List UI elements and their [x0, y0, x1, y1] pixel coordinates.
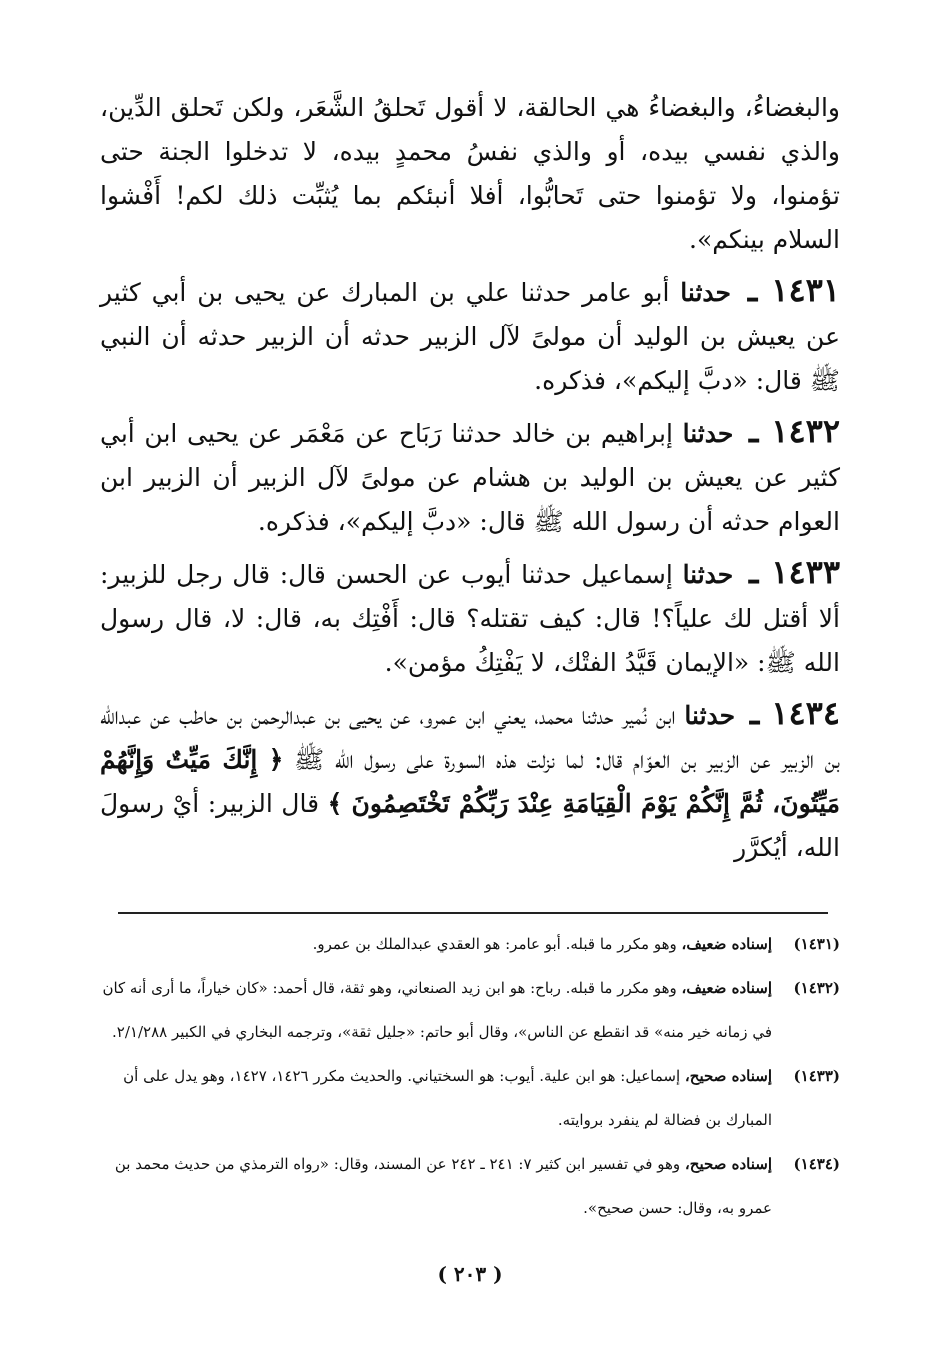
hadith-tail: قال الزبير: أيْ رسولَ الله، أيُكرَّر [100, 789, 840, 862]
main-text [100, 86, 840, 876]
hadith-text: إبراهيم بن خالد حدثنا رَبَاح عن مَعْمَر عن يحيى ابن أبي كثير عن يعيش بن الوليد بن هشام عن مولىً لآل الزبير أن الزبير ابن العوام حدثه أن رسول الله ﷺ قال: «دبَّ إليكم»، فذكره. [100, 419, 840, 536]
footnote-body [100, 966, 772, 1054]
quran-verse: ﴿ إِنَّكَ مَيِّتٌ وَإِنَّهُمْ مَيِّتُونَ، ثُمَّ إِنَّكُمْ يَوْمَ الْقِيَامَةِ عِنْدَ رَبِّكُمْ تَخْتَصِمُونَ ﴾ [100, 745, 840, 818]
footnote-grade: إسناده ضعيف، [681, 935, 772, 953]
hadith-1432 [100, 409, 840, 544]
footnote-number: (١٤٣٤) [793, 1155, 840, 1173]
footnote-body [100, 1054, 772, 1142]
hadith-text: إسماعيل حدثنا أيوب عن الحسن قال: قال رجل للزبير: ألا أقتل لك علياً؟! قال: كيف تقتله؟ قال: أَفْتِك به، قال: لا، قال رسول الله ﷺ: «الإيمان قَيَّدُ الفتْك، لا يَفْتِكُ مؤمن». [100, 560, 840, 677]
hadith-number: ١٤٣٢ ـ [748, 412, 840, 450]
footnote-1434 [100, 1142, 840, 1230]
footnote-body [100, 922, 772, 966]
hadith-1431 [100, 268, 840, 403]
hadith-number: ١٤٣٤ ـ [749, 694, 841, 732]
footnote-number: (١٤٣١) [793, 935, 840, 953]
hadith-1433 [100, 550, 840, 685]
footnote-1432 [100, 966, 840, 1054]
hadith-lead: حدثنا [682, 419, 734, 448]
footnote-divider [118, 912, 828, 914]
hadith-text: أبو عامر حدثنا علي بن المبارك عن يحيى بن أبي كثير عن يعيش بن الوليد أن مولىً لآل الزبير حدثه أن الزبير حدثه أن النبي ﷺ قال: «دبَّ إليكم»، فذكره. [100, 278, 840, 395]
footnote-grade: إسناده ضعيف، [681, 979, 772, 997]
hadith-number: ١٤٣٣ ـ [748, 553, 841, 591]
footnotes [100, 922, 840, 1230]
footnote-text: وهو مكرر ما قبله. رباح: هو ابن زيد الصنعاني، وهو ثقة، قال أحمد: «كان خياراً، ما أرى أنه كان في زمانه خير منه» قد انقطع عن الناس»، وقال أبو حاتم: «جليل ثقة»، وترجمه البخاري في الكبير ٢/١/٢٨٨. [102, 979, 772, 1041]
hadith-lead: حدثنا [682, 560, 734, 589]
footnote-1431 [100, 922, 840, 966]
hadith-lead: حدثنا [680, 278, 731, 307]
page-number: ( ٢٠٣ ) [437, 1262, 503, 1286]
hadith-text: ابن نُمير حدثنا محمد، يعني ابن عمرو، عن يحيى بن عبدالرحمن بن حاطب عن عبدالله بن الزبير عن الزبير بن العوّام قال: لما نزلت هذه السورة على رسول الله ﷺ [100, 701, 840, 774]
footnote-number: (١٤٣٣) [793, 1067, 840, 1085]
footnote-1433 [100, 1054, 840, 1142]
footnote-text: وهو في تفسير ابن كثير ٧: ٢٤١ ـ ٢٤٢ عن المسند، وقال: «رواه الترمذي من حديث محمد بن عمرو به، وقال: حسن صحيح». [114, 1155, 772, 1217]
footnote-text: وهو مكرر ما قبله. أبو عامر: هو العقدي عبدالملك بن عمرو. [312, 935, 677, 953]
hadith-lead: حدثنا [684, 701, 736, 730]
footnote-grade: إسناده صحيح، [684, 1155, 772, 1173]
hadith-number: ١٤٣١ ـ [747, 271, 841, 309]
footnote-number: (١٤٣٢) [793, 979, 840, 997]
footnote-text: إسماعيل: هو ابن علية. أيوب: هو السختياني. والحديث مكرر ١٤٢٦، ١٤٢٧، وهو يدل على أن المبارك بن فضالة لم ينفرد بروايته. [123, 1067, 772, 1129]
footnote-body [100, 1142, 772, 1230]
hadith-1434 [100, 691, 840, 870]
footnote-grade: إسناده صحيح، [684, 1067, 772, 1085]
intro-paragraph: والبغضاءُ، والبغضاءُ هي الحالقة، لا أقول تَحلقُ الشَّعَر، ولكن تَحلق الدِّين، والذي نفسي بيده، أو والذي نفسُ محمدٍ بيده، لا تدخلوا الجنة حتى تؤمنوا، ولا تؤمنوا حتى تَحابُّوا، أفلا أنبئكم بما يُثبِّت ذلك لكم! أَفْشوا السلام بينكم». [100, 93, 840, 254]
